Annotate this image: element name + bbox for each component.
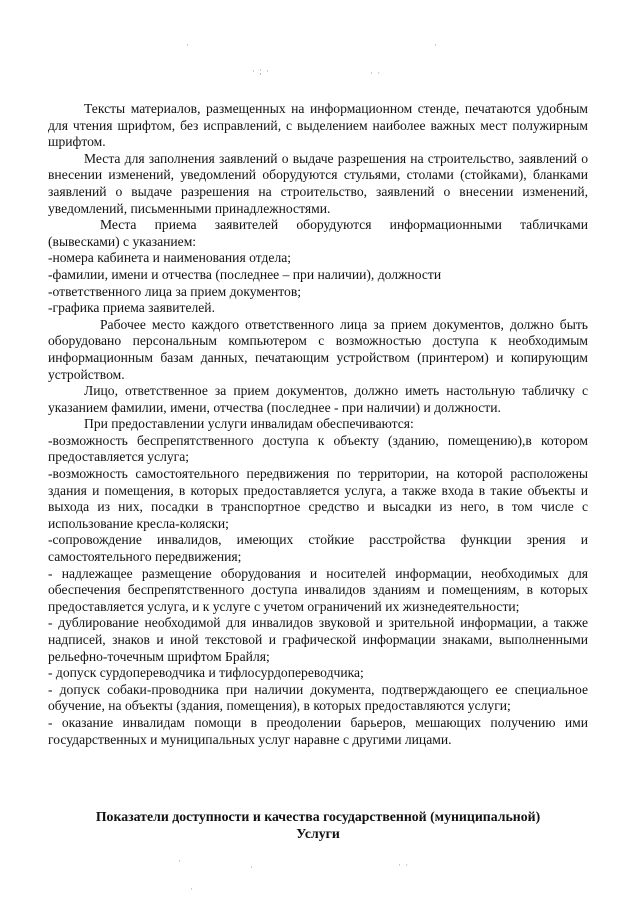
scan-artifact: · bbox=[186, 40, 190, 50]
scan-artifact: · bbox=[434, 40, 438, 50]
section-heading-line1: Показатели доступности и качества государственной (муниципальной) bbox=[95, 809, 541, 824]
paragraph-stand-texts: Тексты материалов, размещенных на информационном стенде, печатаются удобным для чтения шрифтом, без исправлений, с выделением наиболее важных мест полужирным шрифтом. bbox=[48, 101, 588, 150]
scan-artifact: · · bbox=[398, 860, 410, 870]
paragraph-desk-sign: Лицо, ответственное за прием документов, должно иметь настольную табличку с указанием фамилии, имени, отчества (последнее - при наличии) и должности. bbox=[48, 383, 588, 415]
list-item-interpreter: - допуск сурдопереводчика и тифлосурдопереводчика; bbox=[48, 665, 364, 681]
list-item-duplication: - дублирование необходимой для инвалидов звуковой и зрительной информации, а также надписей, знаков и иной текстовой и графической информации знаками, выполненными рельефно-точечным шрифтом Брайля; bbox=[48, 615, 588, 664]
list-item-cabinet: -номера кабинета и наименования отдела; bbox=[48, 250, 292, 266]
list-item-responsible: -ответственного лица за прием документов; bbox=[48, 283, 302, 299]
paragraph-workplace: Рабочее место каждого ответственного лица за прием документов, должно быть оборудовано персональным компьютером с возможностью доступа к необходимым информационным базам данных, печатающим устройством (принтером) и копирующим устройством. bbox=[48, 316, 588, 382]
paragraph-disabled-intro: При предоставлении услуги инвалидам обеспечиваются: bbox=[84, 416, 414, 432]
list-item-assistance: - оказание инвалидам помощи в преодолении барьеров, мешающих получению ими государственных и муниципальных услуг наравне с другими лицами. bbox=[48, 714, 588, 747]
scan-artifact: · bbox=[178, 856, 182, 866]
list-item-schedule: -графика приема заявителей. bbox=[48, 300, 215, 316]
scan-artifact: · bbox=[190, 884, 194, 894]
list-item-name: -фамилии, имени и отчества (последнее – при наличии), должности bbox=[48, 266, 442, 282]
list-item-access: -возможность беспрепятственного доступа к объекту (зданию, помещению),в котором предоставляется услуга; bbox=[48, 432, 588, 465]
paragraph-application-places: Места для заполнения заявлений о выдаче разрешения на строительство, заявлений о внесении изменений, уведомлений оборудуются стульями, столами (стойками), бланками заявлений о выдаче разрешения на строительство, заявлений о внесении изменений, уведомлений, письменными принадлежностями. bbox=[48, 150, 588, 216]
section-heading bbox=[48, 808, 588, 842]
list-item-escort: -сопровождение инвалидов, имеющих стойкие расстройства функции зрения и самостоятельного передвижения; bbox=[48, 532, 588, 565]
document-body bbox=[48, 101, 588, 748]
section-heading-line2: Услуги bbox=[296, 826, 340, 841]
paragraph-reception-places: Места приема заявителей оборудуются информационными табличками (вывесками) с указанием: bbox=[48, 217, 588, 249]
list-item-guide-dog: - допуск собаки-проводника при наличии документа, подтверждающего ее специальное обучение, на объекты (здания, помещения), в которых предоставляются услуги; bbox=[48, 681, 588, 714]
list-item-movement: -возможность самостоятельного передвижения по территории, на которой расположены здания и помещения, в которых предоставляется услуга, а также входа в такие объекты и выхода из них, посадки в транспортное средство и высадки из него, в том числе с использование кресла-коляски; bbox=[48, 466, 588, 531]
scan-artifact: · ; · bbox=[252, 66, 270, 76]
scan-artifact: · · bbox=[370, 68, 382, 78]
scan-artifact: · bbox=[250, 862, 254, 872]
list-item-equipment: - надлежащее размещение оборудования и носителей информации, необходимых для обеспечения беспрепятственного доступа инвалидов зданиям и помещениям, в которых предоставляется услуга, и к услуге с учетом ограничений их жизнедеятельности; bbox=[48, 565, 588, 614]
